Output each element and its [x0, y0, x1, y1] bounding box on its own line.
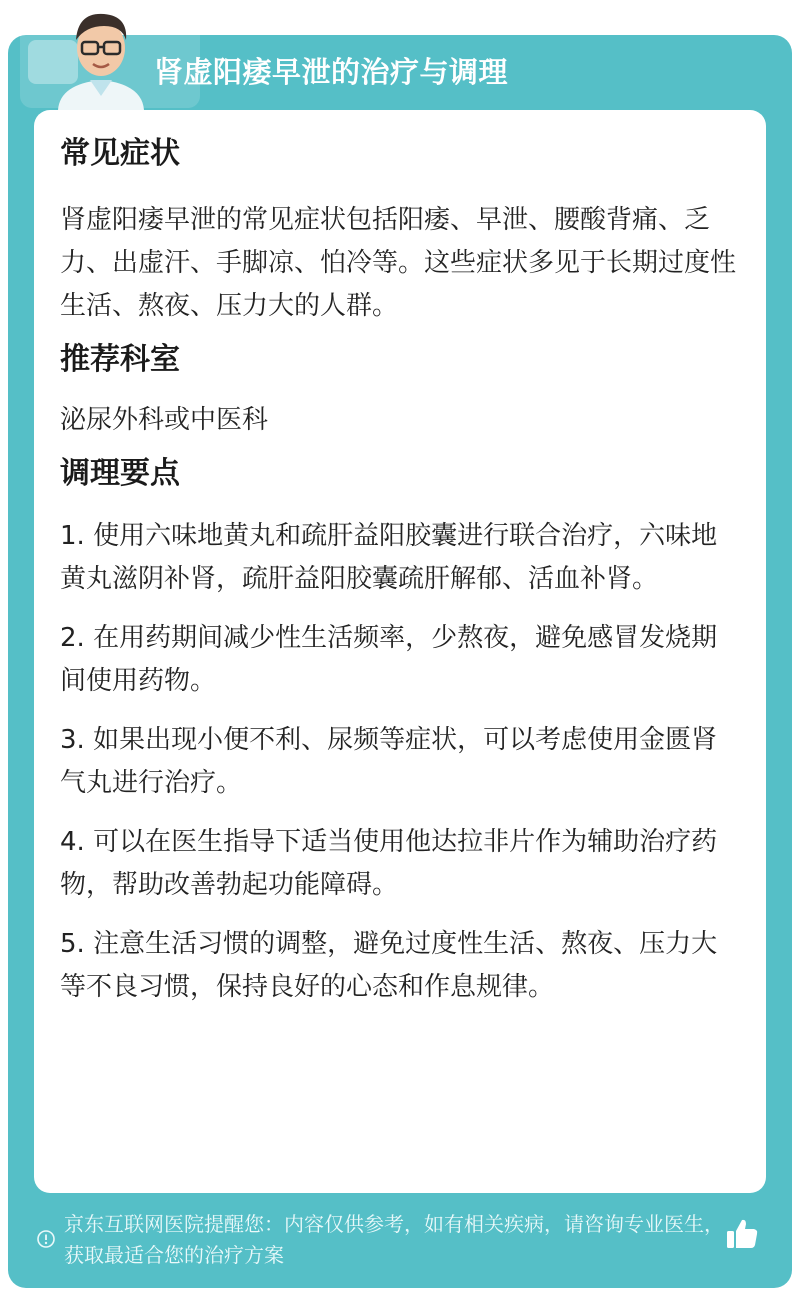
list-item: 4. 可以在医生指导下适当使用他达拉非片作为辅助治疗药物，帮助改善勃起功能障碍。	[60, 827, 718, 900]
disclaimer-text: 京东互联网医院提醒您：内容仅供参考，如有相关疾病，请咨询专业医生，获取最适合您的治疗方案	[64, 1212, 724, 1267]
content-card	[34, 110, 766, 1193]
section-title-symptoms: 常见症状	[60, 136, 180, 171]
list-item: 5. 注意生活习惯的调整，避免过度性生活、熬夜、压力大等不良习惯，保持良好的心态和作息规律。	[60, 929, 718, 1002]
tips-list	[60, 515, 740, 1009]
department-text: 泌尿外科或中医科	[60, 405, 269, 435]
doctor-avatar-icon	[46, 4, 156, 110]
list-item: 1. 使用六味地黄丸和疏肝益阳胶囊进行联合治疗，六味地黄丸滋阴补肾，疏肝益阳胶囊疏肝解郁、活血补肾。	[60, 521, 718, 594]
list-item: 2. 在用药期间减少性生活频率，少熬夜，避免感冒发烧期间使用药物。	[60, 623, 718, 696]
section-title-tips: 调理要点	[60, 456, 180, 491]
page-title: 肾虚阳痿早泄的治疗与调理	[154, 55, 509, 89]
content	[60, 134, 740, 1025]
list-item: 3. 如果出现小便不利、尿频等症状，可以考虑使用金匮肾气丸进行治疗。	[60, 725, 718, 798]
symptoms-text: 肾虚阳痿早泄的常见症状包括阳痿、早泄、腰酸背痛、乏力、出虚汗、手脚凉、怕冷等。这些症状多见于长期过度性生活、熬夜、压力大的人群。	[60, 205, 737, 321]
section-title-department: 推荐科室	[60, 342, 180, 377]
info-icon	[36, 1229, 56, 1249]
thumbs-up-icon[interactable]	[724, 1216, 760, 1252]
